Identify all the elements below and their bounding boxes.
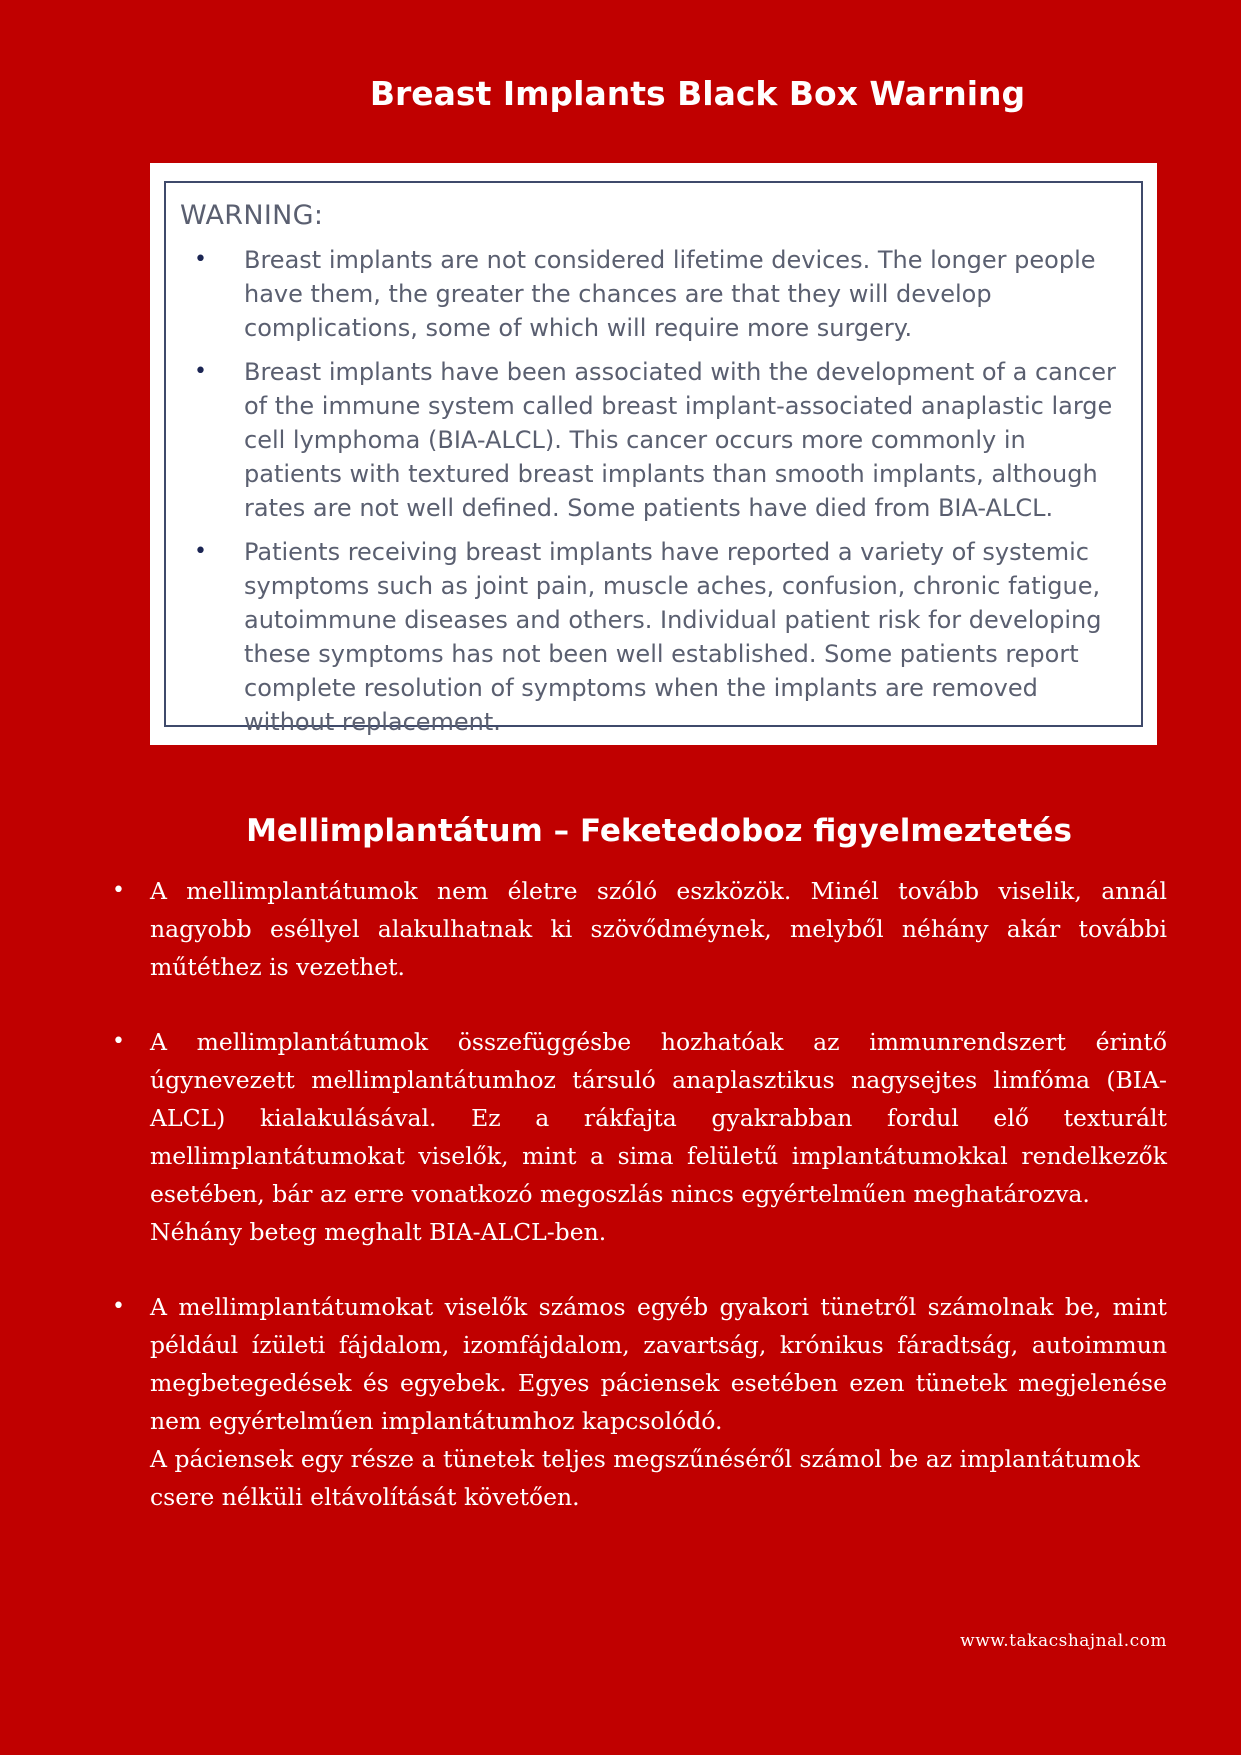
bullet-icon: • (112, 878, 125, 903)
translation-item (104, 1023, 1167, 1251)
bullet-icon: • (194, 247, 207, 272)
bullet-icon: • (194, 539, 207, 564)
bullet-icon: • (194, 359, 207, 384)
warning-heading: WARNING: (180, 200, 324, 231)
translation-item-text: A mellimplantátumok nem életre szóló eszközök. Minél tovább viselik, annál nagyobb eséllyel alakulhatnak ki szövődméynek, melyből néhány akár további műtéthez is vezethet. (150, 877, 1167, 981)
translation-item-note: Néhány beteg meghalt BIA-ALCL-ben. (150, 1218, 607, 1246)
translation-title: Mellimplantátum – Feketedoboz figyelmeztetés (246, 812, 1072, 849)
warning-item-text: Breast implants have been associated with the development of a cancer of the immune system called breast implant-associated anaplastic large cell lymphoma (BIA-ALCL). This cancer occurs more commonly in patients with textured breast implants than smooth implants, although rates are not well defined. Some patients have died from BIA-ALCL. (244, 358, 1116, 522)
black-box-warning-image (150, 163, 1157, 745)
bullet-icon: • (112, 1294, 125, 1319)
translation-item-body (150, 1023, 1167, 1251)
bullet-icon: • (112, 1029, 125, 1054)
translation-item-body (150, 872, 1167, 986)
translation-item (104, 1288, 1167, 1516)
warning-frame (164, 181, 1143, 736)
warning-item-text: Patients receiving breast implants have reported a variety of systemic symptoms such as joint pain, muscle aches, confusion, chronic fatigue, autoimmune diseases and others. Individual patient risk for developing these symptoms has not been well established. Some patients report complete resolution of symptoms when the implants are removed without replacement. (244, 538, 1102, 736)
website-link[interactable]: www.takacshajnal.com (960, 1631, 1167, 1651)
translation-item-note: A páciensek egy része a tünetek teljes megszűnéséről számol be az implantátumok csere nélküli eltávolítását követően. (150, 1445, 1140, 1511)
translation-item (104, 872, 1167, 986)
page-title: Breast Implants Black Box Warning (369, 74, 1026, 113)
translation-item-text: A mellimplantátumok összefüggésbe hozhatóak az immunrendszert érintő úgynevezett mellimplantátumhoz társuló anaplasztikus nagysejtes limfóma (BIA-ALCL) kialakulásával. Ez a rákfajta gyakrabban fordul elő texturált mellimplantátumokat viselők, mint a sima felületű implantátumokkal rendelkezők esetében, bár az erre vonatkozó megoszlás nincs egyértelműen meghatározva. (150, 1028, 1167, 1208)
translation-list (104, 872, 1167, 1553)
warning-item-text: Breast implants are not considered lifetime devices. The longer people have them, the greater the chances are that they will develop complications, some of which will require more surgery. (244, 246, 1096, 342)
warning-item (180, 243, 1123, 345)
translation-item-body (150, 1288, 1167, 1516)
warning-item (180, 535, 1123, 739)
warning-item (180, 355, 1123, 525)
translation-item-text: A mellimplantátumokat viselők számos egyéb gyakori tünetről számolnak be, mint például ízületi fájdalom, izomfájdalom, zavartság, krónikus fáradtság, autoimmun megbetegedések és egyebek. Egyes páciensek esetében ezen tünetek megjelenése nem egyértelműen implantátumhoz kapcsolódó. (150, 1293, 1167, 1435)
